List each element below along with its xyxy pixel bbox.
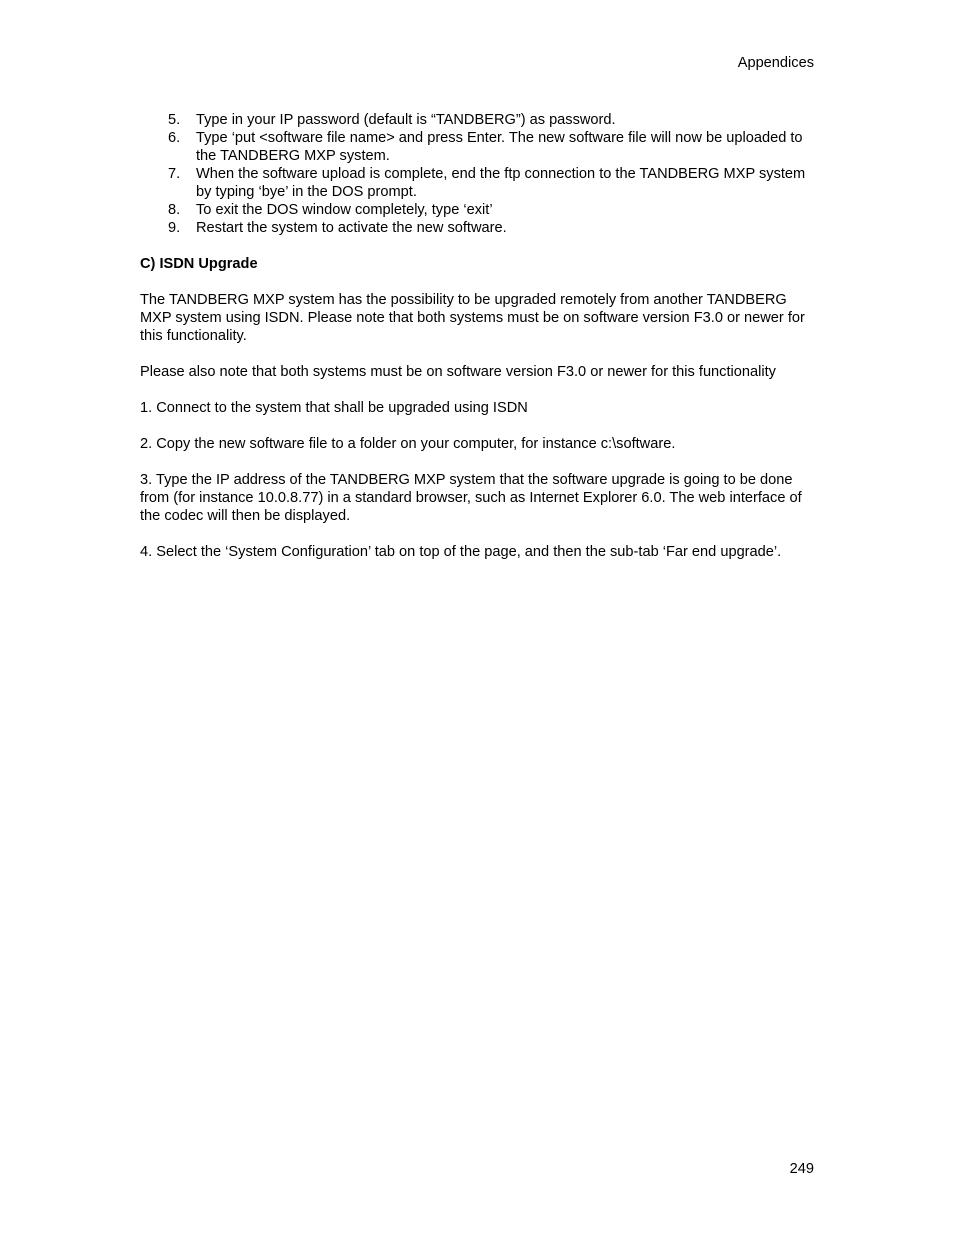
list-item-text: Type ‘put <software file name> and press Enter. The new software file will now be uploaded to the TANDBERG MXP system. bbox=[196, 130, 803, 164]
step-paragraph: 4. Select the ‘System Configuration’ tab on top of the page, and then the sub-tab ‘Far end upgrade’. bbox=[140, 544, 782, 560]
list-item-number: 7. bbox=[168, 166, 181, 182]
list-item-number: 5. bbox=[168, 112, 181, 128]
list-item-text: When the software upload is complete, end the ftp connection to the TANDBERG MXP system by typing ‘bye’ in the DOS prompt. bbox=[196, 166, 806, 200]
list-item-text: To exit the DOS window completely, type ‘exit’ bbox=[196, 202, 493, 218]
steps-list bbox=[140, 111, 814, 237]
step-paragraph: 2. Copy the new software file to a folder on your computer, for instance c:\software. bbox=[140, 436, 676, 452]
step-paragraph: 3. Type the IP address of the TANDBERG MXP system that the software upgrade is going to be done from (for instance 10.0.8.77) in a standard browser, such as Internet Explorer 6.0. The web interface of the codec will then be displayed. bbox=[140, 472, 802, 524]
list-item-number: 8. bbox=[168, 202, 181, 218]
list-item bbox=[140, 201, 814, 219]
page-number: 249 bbox=[789, 1161, 814, 1177]
list-item bbox=[140, 165, 814, 201]
list-item-number: 9. bbox=[168, 220, 181, 236]
list-item bbox=[140, 129, 814, 165]
list-item-text: Restart the system to activate the new software. bbox=[196, 220, 507, 236]
section-heading: C) ISDN Upgrade bbox=[140, 256, 258, 272]
list-item-text: Type in your IP password (default is “TANDBERG”) as password. bbox=[196, 112, 616, 128]
list-item bbox=[140, 111, 814, 129]
note-paragraph: Please also note that both systems must be on software version F3.0 or newer for this functionality bbox=[140, 364, 776, 380]
running-header: Appendices bbox=[737, 55, 814, 71]
list-item-number: 6. bbox=[168, 130, 181, 146]
page-body bbox=[140, 111, 814, 561]
intro-paragraph: The TANDBERG MXP system has the possibility to be upgraded remotely from another TANDBERG MXP system using ISDN. Please note that both systems must be on software version F3.0 or newer for this functionality. bbox=[140, 292, 805, 344]
step-paragraph: 1. Connect to the system that shall be upgraded using ISDN bbox=[140, 400, 528, 416]
list-item bbox=[140, 219, 814, 237]
